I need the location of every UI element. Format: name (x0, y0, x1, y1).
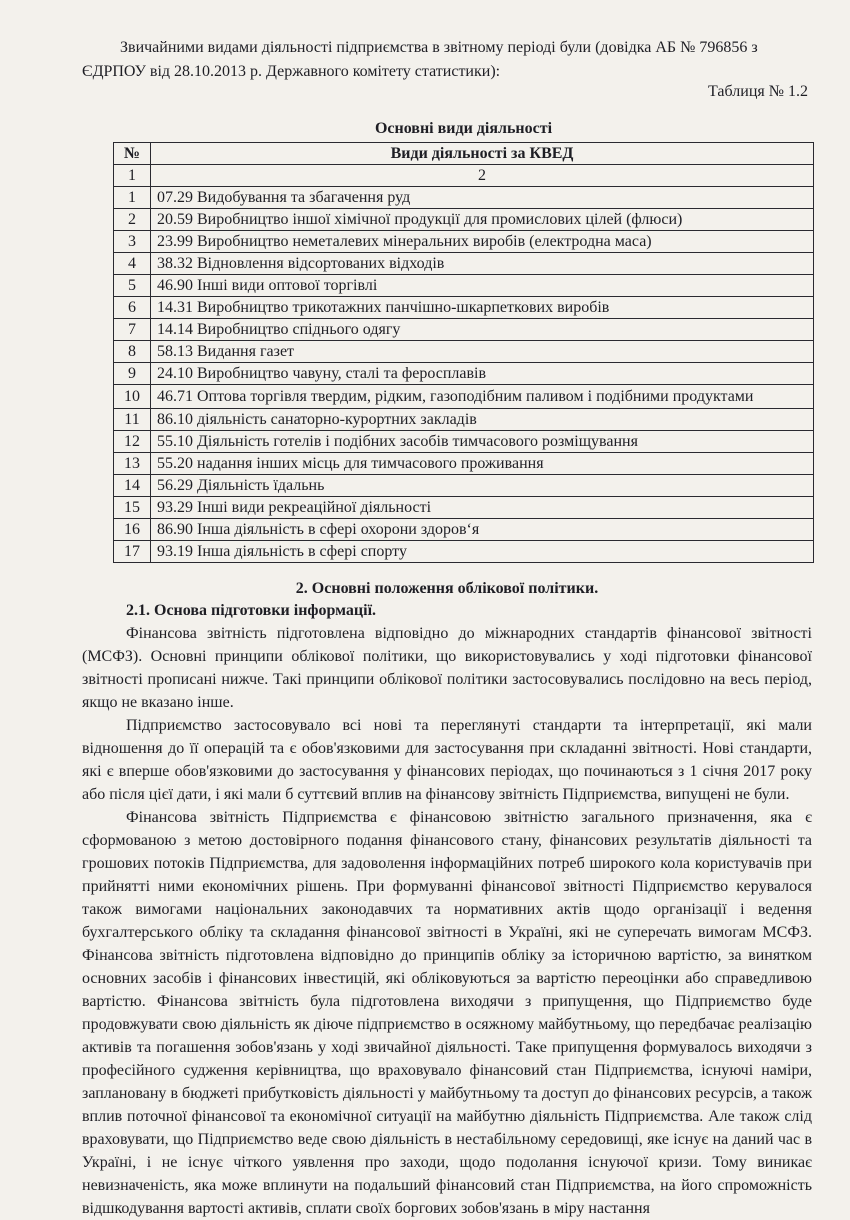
row-activity: 46.90 Інші види оптової торгівлі (151, 275, 814, 297)
row-number: 14 (114, 475, 151, 497)
table-row (114, 231, 814, 253)
table-body (114, 165, 814, 563)
row-activity: 56.29 Діяльність їдальнь (151, 475, 814, 497)
column-index-row (114, 165, 814, 187)
row-activity: 55.20 надання інших місць для тимчасового проживання (151, 453, 814, 475)
table-row (114, 519, 814, 541)
section-subheading: 2.1. Основа підготовки інформації. (126, 602, 377, 619)
accounting-policy-section (82, 578, 812, 1220)
table-row (114, 497, 814, 519)
row-activity: 14.14 Виробництво спіднього одягу (151, 319, 814, 341)
row-number: 10 (114, 385, 151, 409)
row-number: 11 (114, 409, 151, 431)
table-row (114, 385, 814, 409)
table-title: Основні види діяльності (374, 120, 553, 137)
row-activity: 93.19 Інша діяльність в сфері спорту (151, 541, 814, 563)
row-number: 1 (114, 187, 151, 209)
row-activity: 23.99 Виробництво неметалевих мінеральних виробів (електродна маса) (151, 231, 814, 253)
section-heading: 2. Основні положення облікової політики. (295, 580, 599, 597)
row-number: 15 (114, 497, 151, 519)
row-activity: 58.13 Видання газет (151, 341, 814, 363)
row-number: 9 (114, 363, 151, 385)
row-activity: 46.71 Оптова торгівля твердим, рідким, газоподібним паливом і подібними продуктами (151, 385, 814, 409)
column-index-1: 1 (114, 165, 151, 187)
row-number: 4 (114, 253, 151, 275)
section-paragraph: Фінансова звітність підготовлена відповідно до міжнародних стандартів фінансової звітності (МСФЗ). Основні принципи облікової політики, що використовувались у ході підготовки фінансової звітності прописані нижче. Такі принципи облікової політики застосовувались послідовно на весь період, якщо не вказано інше. (82, 625, 812, 711)
row-number: 5 (114, 275, 151, 297)
table-row (114, 319, 814, 341)
row-number: 8 (114, 341, 151, 363)
row-activity: 07.29 Видобування та збагачення руд (151, 187, 814, 209)
row-number: 17 (114, 541, 151, 563)
row-activity: 93.29 Інші види рекреаційної діяльності (151, 497, 814, 519)
table-row (114, 209, 814, 231)
header-activities: Види діяльності за КВЕД (151, 143, 814, 165)
table-row (114, 363, 814, 385)
table-header-row (114, 143, 814, 165)
table-row (114, 453, 814, 475)
table-row (114, 409, 814, 431)
table-row (114, 431, 814, 453)
section-paragraph: Фінансова звітність Підприємства є фінансовою звітністю загального призначення, яка є сформованою з метою достовірного подання фінансового стану, фінансових результатів діяльності та грошових потоків Підприємства, для задоволення інформаційних потреб широкого кола користувачів при прийнятті ними економічних рішень. При формуванні фінансової звітності Підприємство керувалося також вимогами національних законодавчих та нормативних актів щодо організації і ведення бухгалтерського обліку та складання фінансової звітності в Україні, які не суперечать вимогам МСФЗ. Фінансова звітність підготовлена відповідно до принципів обліку за історичною вартістю, за винятком основних засобів і фінансових інвестицій, які обліковуються за вартістю переоцінки або справедливою вартістю. Фінансова звітність була підготовлена виходячи з припущення, що Підприємство буде продовжувати свою діяльність як діюче підприємство в осяжному майбутньому, що передбачає реалізацію активів та погашення зобов'язань у ході звичайної діяльності. Таке припущення формувалось виходячи з професійного судження керівництва, що враховувало фінансовий стан Підприємства, існуючі наміри, заплановану в бюджеті прибутковість діяльності у майбутньому та доступ до фінансових ресурсів, а також вплив поточної фінансової та економічної ситуації на майбутню діяльність Підприємства. Але також слід враховувати, що Підприємство веде свою діяльність в нестабільному середовищі, яке існує на даний час в Україні, і не існує чіткого уявлення про заходи, щодо подолання існуючої кризи. Тому виникає невизначеність, яка може вплинути на подальший фінансовий стан Підприємства, на його спроможність відшкодування вартості активів, сплати своїх боргових зобов'язань в міру настання (82, 809, 812, 1217)
row-activity: 55.10 Діяльність готелів і подібних засобів тимчасового розміщування (151, 431, 814, 453)
table-row (114, 187, 814, 209)
column-index-2: 2 (151, 165, 814, 187)
row-activity: 20.59 Виробництво іншої хімічної продукції для промислових цілей (флюси) (151, 209, 814, 231)
row-activity: 86.10 діяльність санаторно-курортних закладів (151, 409, 814, 431)
table-row (114, 475, 814, 497)
table-row (114, 341, 814, 363)
row-number: 3 (114, 231, 151, 253)
table-row (114, 541, 814, 563)
row-number: 2 (114, 209, 151, 231)
row-number: 12 (114, 431, 151, 453)
table-row (114, 297, 814, 319)
row-number: 6 (114, 297, 151, 319)
header-number: № (114, 143, 151, 165)
row-activity: 24.10 Виробництво чавуну, сталі та феросплавів (151, 363, 814, 385)
activities-table (113, 142, 814, 563)
row-number: 13 (114, 453, 151, 475)
row-activity: 14.31 Виробництво трикотажних панчішно-шкарпеткових виробів (151, 297, 814, 319)
row-activity: 86.90 Інша діяльність в сфері охорони здоров‘я (151, 519, 814, 541)
table-row (114, 253, 814, 275)
table-row (114, 275, 814, 297)
intro-paragraph: Звичайними видами діяльності підприємства в звітному періоді були (довідка АБ № 796856 з ЄДРПОУ від 28.10.2013 р. Державного комітету статистики): (82, 39, 758, 80)
row-activity: 38.32 Відновлення відсортованих відходів (151, 253, 814, 275)
row-number: 7 (114, 319, 151, 341)
table-caption: Таблиця № 1.2 (708, 83, 808, 100)
row-number: 16 (114, 519, 151, 541)
section-paragraph: Підприємство застосовувало всі нові та переглянуті стандарти та інтерпретації, які мали відношення до її операцій та є обов'язковими для застосування при складанні звітності. Нові стандарти, які є вперше обов'язковими до застосування у фінансових періодах, що починаються з 1 січня 2017 року або після цієї дати, і які мали б суттєвий вплив на фінансову звітність Підприємства, випущені не були. (82, 717, 812, 803)
